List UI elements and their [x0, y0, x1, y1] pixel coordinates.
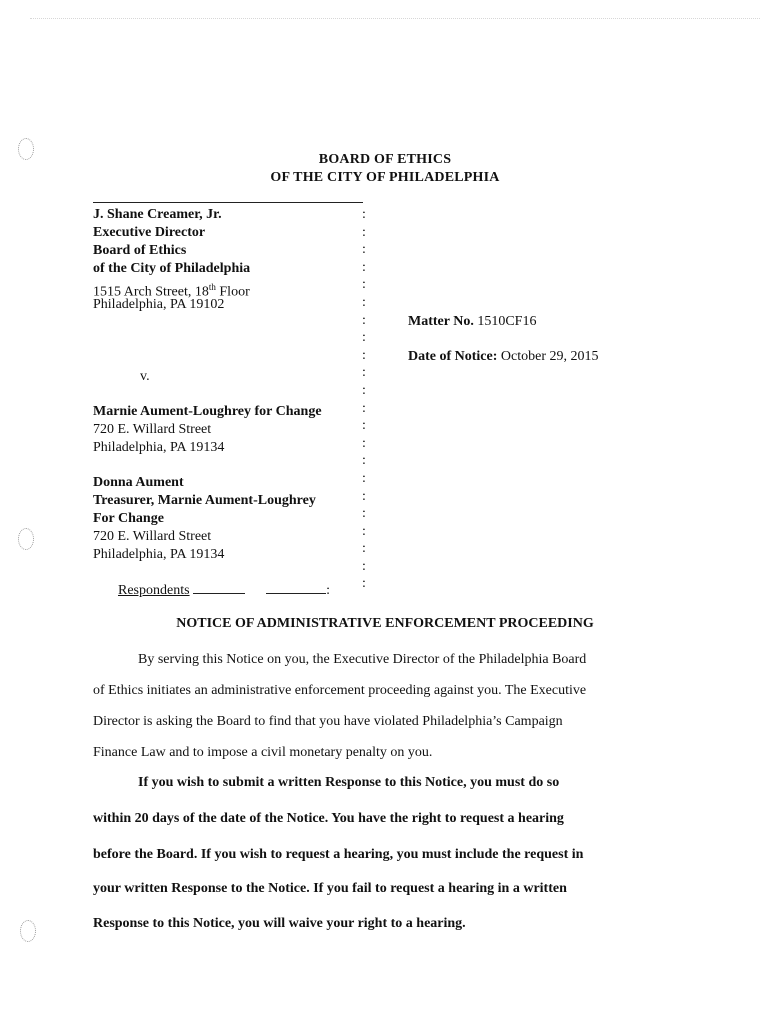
respondent1-street: 720 E. Willard Street [93, 422, 212, 437]
paragraph1-line4: Finance Law and to impose a civil monetary penalty on you. [93, 745, 433, 760]
paragraph2-line4: your written Response to the Notice. If you fail to request a hearing in a written [93, 881, 567, 896]
paragraph1-line2: of Ethics initiates an administrative enforcement proceeding against you. The Executive [93, 683, 587, 698]
respondent1-city: Philadelphia, PA 19134 [93, 440, 225, 455]
document-heading-line2: OF THE CITY OF PHILADELPHIA [270, 170, 500, 185]
complainant-title: Executive Director [93, 225, 206, 240]
paragraph1-line3: Director is asking the Board to find that you have violated Philadelphia’s Campaign [93, 714, 563, 729]
respondent1-name: Marnie Aument-Loughrey for Change [93, 404, 322, 419]
respondent2-city: Philadelphia, PA 19134 [93, 547, 225, 562]
paragraph2-line5: Response to this Notice, you will waive your right to a hearing. [93, 916, 466, 931]
respondent2-title-line1: Treasurer, Marnie Aument-Loughrey [93, 493, 316, 508]
caption-top-rule [93, 202, 363, 203]
respondent2-name: Donna Aument [93, 475, 184, 490]
complainant-name: J. Shane Creamer, Jr. [93, 207, 222, 222]
paragraph2-line1: If you wish to submit a written Response to this Notice, you must do so [138, 775, 560, 790]
document-heading-line1: BOARD OF ETHICS [318, 152, 452, 167]
respondent2-street: 720 E. Willard Street [93, 529, 212, 544]
complainant-org-line2: of the City of Philadelphia [93, 261, 251, 276]
respondent2-title-line2: For Change [93, 511, 164, 526]
paragraph2-line3: before the Board. If you wish to request a hearing, you must include the request in [93, 847, 584, 862]
paragraph2-line2: within 20 days of the date of the Notice. You have the right to request a hearing [93, 811, 564, 826]
versus-label: v. [140, 369, 150, 384]
hole-punch-mark [20, 920, 36, 942]
notice-title: NOTICE OF ADMINISTRATIVE ENFORCEMENT PROCEEDING [176, 616, 594, 631]
scan-speck-row [30, 18, 760, 25]
date-of-notice: Date of Notice: October 29, 2015 [408, 349, 599, 364]
caption-colon-column: : : : : : : : : : : : : : : : : : : : : : : [362, 207, 366, 592]
complainant-street: 1515 Arch Street, 18th Floor [93, 282, 250, 300]
complainant-city: Philadelphia, PA 19102 [93, 297, 225, 312]
hole-punch-mark [18, 528, 34, 550]
complainant-org-line1: Board of Ethics [93, 243, 187, 258]
respondents-label: Respondents : [118, 583, 330, 598]
matter-number: Matter No. 1510CF16 [408, 314, 537, 329]
paragraph1-line1: By serving this Notice on you, the Executive Director of the Philadelphia Board [138, 652, 587, 667]
